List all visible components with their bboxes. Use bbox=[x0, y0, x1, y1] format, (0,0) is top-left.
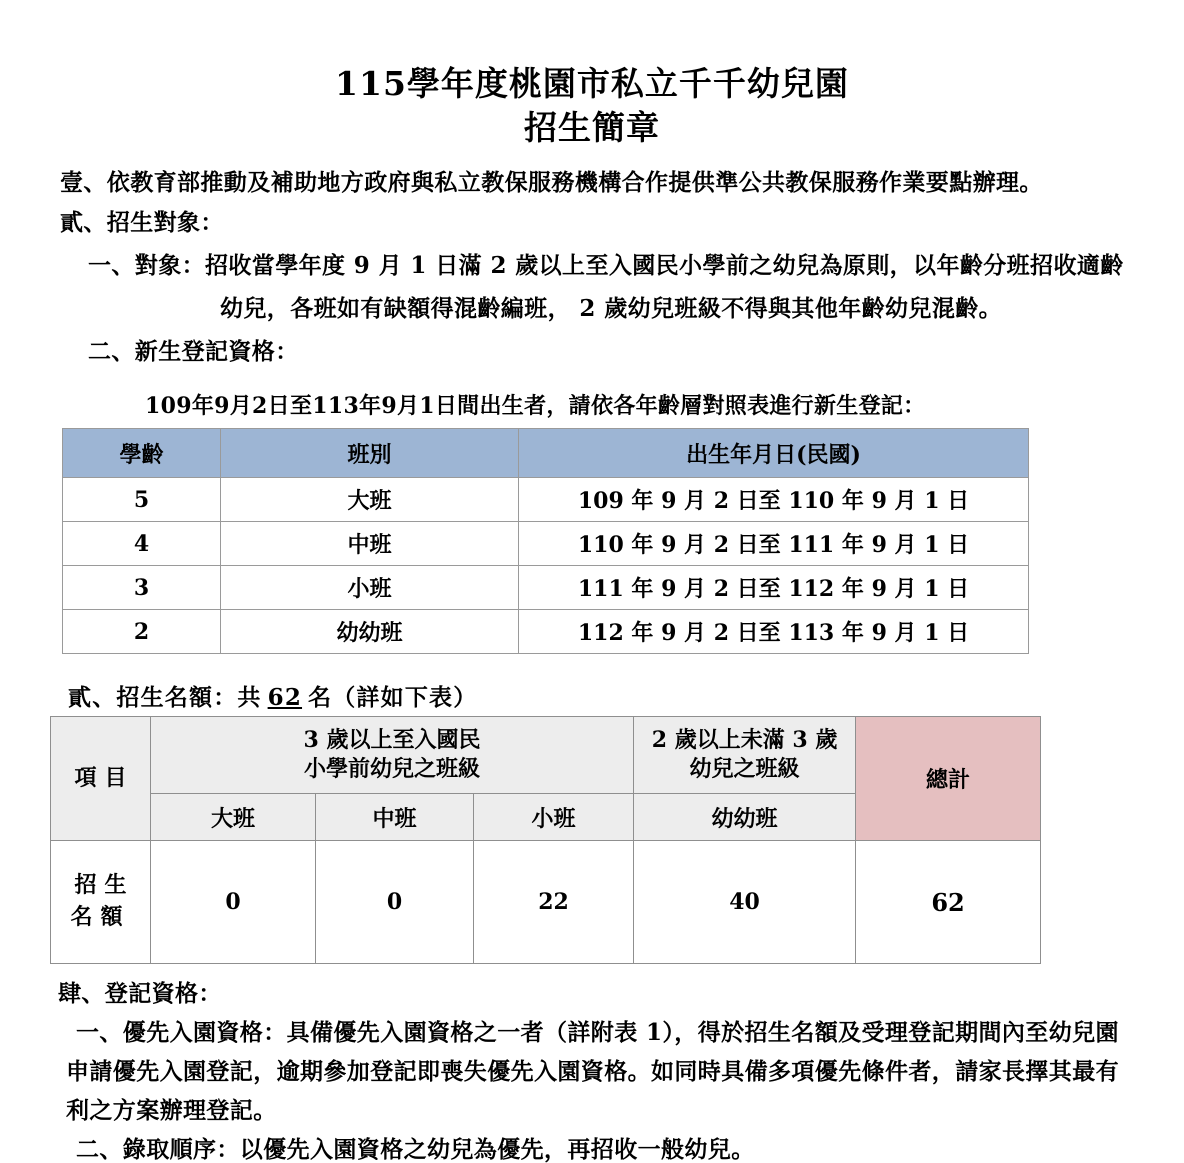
column-group-header-age3-plus bbox=[151, 717, 634, 794]
column-header-item: 項目 bbox=[51, 717, 151, 841]
section-item-2-sub-2: 二、新生登記資格： bbox=[88, 338, 299, 366]
cell-age: 2 bbox=[63, 610, 221, 654]
column-header-dob: 出生年月日(民國) bbox=[519, 429, 1029, 478]
table-row bbox=[63, 522, 1029, 566]
cell-quota-small-class: 22 bbox=[474, 841, 634, 964]
section-item-1: 壹、依教育部推動及補助地方政府與私立教保服務機構合作提供準公共教保服務作業要點辦理。 bbox=[60, 169, 1043, 197]
cell-class: 中班 bbox=[221, 522, 519, 566]
body-section-lower bbox=[0, 982, 1184, 1161]
cell-age: 5 bbox=[63, 478, 221, 522]
cell-dob: 111 年 9 月 2 日至 112 年 9 月 1 日 bbox=[519, 566, 1029, 610]
title-line-1: 115學年度桃園市私立千千幼兒園 bbox=[335, 64, 849, 103]
section-item-2-sub-1-line-1: 一、對象：招收當學年度 9 月 1 日滿 2 歲以上至入國民小學前之幼兒為原則，以年齡分班招收適齡 bbox=[88, 252, 1124, 280]
section-item-2-heading: 貳、招生對象： bbox=[60, 209, 224, 237]
cell-dob: 109 年 9 月 2 日至 110 年 9 月 1 日 bbox=[519, 478, 1029, 522]
quota-heading bbox=[60, 679, 1162, 712]
cell-class: 大班 bbox=[221, 478, 519, 522]
row-header-quota: 招生 名額 bbox=[51, 841, 151, 964]
column-header-class: 班別 bbox=[221, 429, 519, 478]
quota-heading-suffix: 名（詳如下表） bbox=[308, 684, 478, 712]
age-table-note: 109年9月2日至113年9月1日間出生者，請依各年齡層對照表進行新生登記： bbox=[145, 393, 926, 420]
cell-age: 3 bbox=[63, 566, 221, 610]
section-item-4-sub-2: 二、錄取順序：以優先入園資格之幼兒為優先，再招收一般幼兒。 bbox=[76, 1136, 755, 1163]
column-group-header-age2-to-3 bbox=[634, 717, 856, 794]
section-item-4-sub-1-line-2: 申請優先入園登記，逾期參加登記即喪失優先入園資格。如同時具備多項優先條件者，請家長擇其最有 bbox=[66, 1058, 1119, 1086]
quota-heading-prefix: 貳、招生名額：共 bbox=[68, 684, 262, 712]
title-line-2: 招生簡章 bbox=[524, 107, 660, 147]
table-row bbox=[63, 610, 1029, 654]
table-row bbox=[63, 478, 1029, 522]
section-item-4-sub-1-line-1: 一、優先入園資格：具備優先入園資格之一者（詳附表 1），得於招生名額及受理登記期間內至幼兒園 bbox=[76, 1019, 1119, 1047]
column-header-small-class: 小班 bbox=[474, 794, 634, 841]
column-header-toddler-class: 幼幼班 bbox=[634, 794, 856, 841]
column-header-big-class: 大班 bbox=[151, 794, 316, 841]
quota-table bbox=[50, 716, 1041, 964]
table-header-row bbox=[63, 429, 1029, 478]
body-section-upper bbox=[0, 171, 1184, 420]
section-item-2-sub-1-line-2: 幼兒，各班如有缺額得混齡編班， 2 歲幼兒班級不得與其他年齡幼兒混齡。 bbox=[220, 295, 1003, 323]
cell-dob: 110 年 9 月 2 日至 111 年 9 月 1 日 bbox=[519, 522, 1029, 566]
section-item-4-sub-1-line-3: 利之方案辦理登記。 bbox=[66, 1097, 277, 1125]
cell-quota-toddler-class: 40 bbox=[634, 841, 856, 964]
column-header-total: 總計 bbox=[856, 717, 1041, 841]
section-item-4-heading: 肆、登記資格： bbox=[58, 980, 222, 1008]
cell-quota-big-class: 0 bbox=[151, 841, 316, 964]
cell-quota-middle-class: 0 bbox=[316, 841, 474, 964]
group2-line-2: 幼兒之班級 bbox=[689, 756, 800, 783]
cell-age: 4 bbox=[63, 522, 221, 566]
table-row bbox=[51, 841, 1041, 964]
cell-class: 小班 bbox=[221, 566, 519, 610]
quota-heading-wrap bbox=[0, 679, 1184, 712]
group2-line-1: 2 歲以上未滿 3 歲 bbox=[651, 726, 838, 753]
column-header-age: 學齡 bbox=[63, 429, 221, 478]
quota-total-number: 62 bbox=[267, 684, 303, 712]
group1-line-2: 小學前幼兒之班級 bbox=[304, 756, 481, 783]
cell-class: 幼幼班 bbox=[221, 610, 519, 654]
column-header-middle-class: 中班 bbox=[316, 794, 474, 841]
quota-header-row-groups bbox=[51, 717, 1041, 794]
cell-quota-total: 62 bbox=[856, 841, 1041, 964]
cell-dob: 112 年 9 月 2 日至 113 年 9 月 1 日 bbox=[519, 610, 1029, 654]
age-reference-table bbox=[62, 428, 1029, 654]
table-row bbox=[63, 566, 1029, 610]
group1-line-1: 3 歲以上至入國民 bbox=[303, 726, 481, 753]
page-title bbox=[0, 0, 1184, 149]
